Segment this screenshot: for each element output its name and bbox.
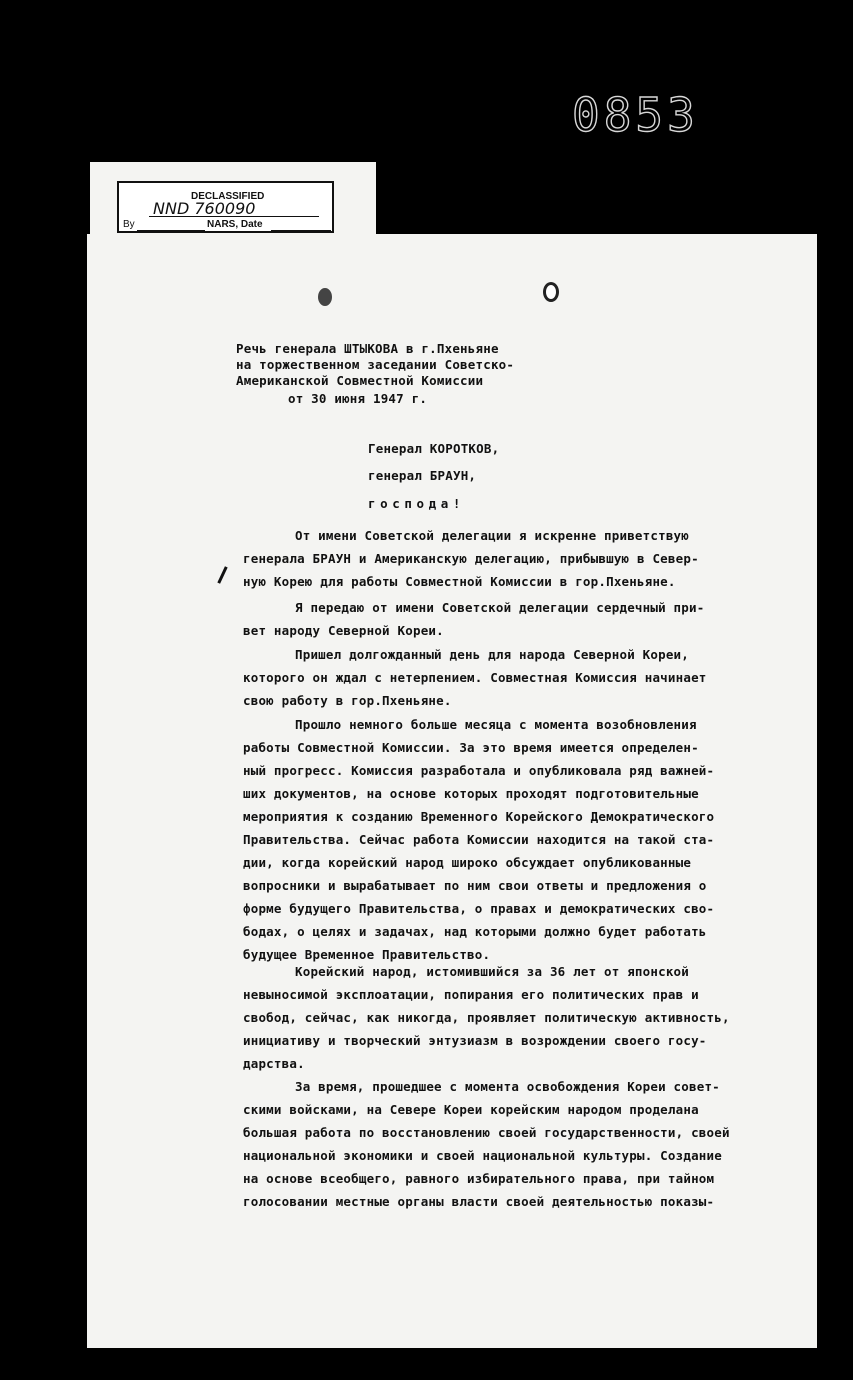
by-label: By [123,219,135,230]
text-line: ную Корею для работы Совместной Комиссии в гор.Пхеньяне. [243,574,676,589]
heading-line: Американской Совместной Комиссии [236,373,484,388]
text-line: которого он ждал с нетерпением. Совместная Комиссия начинает [243,670,707,685]
authority-number: NND 760090 [153,199,256,218]
heading-line: на торжественном заседании Советско- [236,357,515,372]
text-line: Правительства. Сейчас работа Комиссии находится на такой ста- [243,832,715,847]
text-line: скими войсками, на Севере Кореи корейским народом проделана [243,1102,699,1117]
text-line: мероприятия к созданию Временного Корейского Демократического [243,809,715,824]
text-line: свобод, сейчас, как никогда, проявляет политическую активность, [243,1010,730,1025]
paragraph [243,1075,730,1213]
salutation-line: генерал БРАУН, [368,468,477,483]
paragraph [243,713,714,966]
text-line: голосовании местные органы власти своей деятельностью показы- [243,1194,715,1209]
punch-hole-right [543,282,559,302]
text-line: свою работу в гор.Пхеньяне. [243,693,452,708]
text-line: Я передаю от имени Советской делегации сердечный при- [295,600,705,615]
paragraph [243,960,730,1075]
archive-number: 0853 [572,88,699,142]
date-line [271,230,331,231]
text-line: ших документов, на основе которых проходят подготовительные [243,786,699,801]
text-line: Пришел долгожданный день для народа Северной Кореи, [295,647,690,662]
salutation-line: Генерал КОРОТКОВ, [368,441,500,456]
text-line: вопросники и вырабатывает по ним свои ответы и предложения о [243,878,707,893]
text-line: От имени Советской делегации я искренне приветствую [295,528,690,543]
text-line: бодах, о целях и задачах, над которыми должно будет работать [243,924,707,939]
text-line: Корейский народ, истомившийся за 36 лет от японской [295,964,690,979]
speech-date: от 30 июня 1947 г. [288,391,428,406]
text-line: дии, когда корейский народ широко обсуждает опубликованные [243,855,692,870]
nars-date-label: NARS, Date [207,219,263,230]
text-line: невыносимой эксплоатации, попирания его политических прав и [243,987,699,1002]
heading-line: Речь генерала ШТЫКОВА в г.Пхеньяне [236,341,499,356]
text-line: Прошло немного больше месяца с момента возобновления [295,717,697,732]
text-line: будущее Временное Правительство. [243,947,491,962]
paragraph [243,524,699,593]
text-line: вет народу Северной Кореи. [243,623,444,638]
text-line: дарства. [243,1056,305,1071]
text-line: национальной экономики и своей национальной культуры. Создание [243,1148,722,1163]
text-line: на основе всеобщего, равного избирательного права, при тайном [243,1171,715,1186]
text-line: ный прогресс. Комиссия разработала и опубликовала ряд важней- [243,763,715,778]
text-line: За время, прошедшее с момента освобождения Кореи совет- [295,1079,720,1094]
punch-hole-left [318,288,332,306]
declassification-stamp [117,181,334,233]
speech-heading [236,341,514,389]
authority-line [149,216,319,217]
declassified-label: DECLASSIFIED [191,191,265,202]
salutation-line: господа! [368,496,466,511]
text-line: форме будущего Правительства, о правах и демократических сво- [243,901,715,916]
paragraph [243,596,704,642]
text-line: работы Совместной Комиссии. За это время имеется определен- [243,740,699,755]
by-line [137,230,205,231]
text-line: большая работа по восстановлению своей государственности, своей [243,1125,730,1140]
text-line: инициативу и творческий энтузиазм в возрождении своего госу- [243,1033,707,1048]
paragraph [243,643,707,712]
text-line: генерала БРАУН и Американскую делегацию, прибывшую в Север- [243,551,699,566]
